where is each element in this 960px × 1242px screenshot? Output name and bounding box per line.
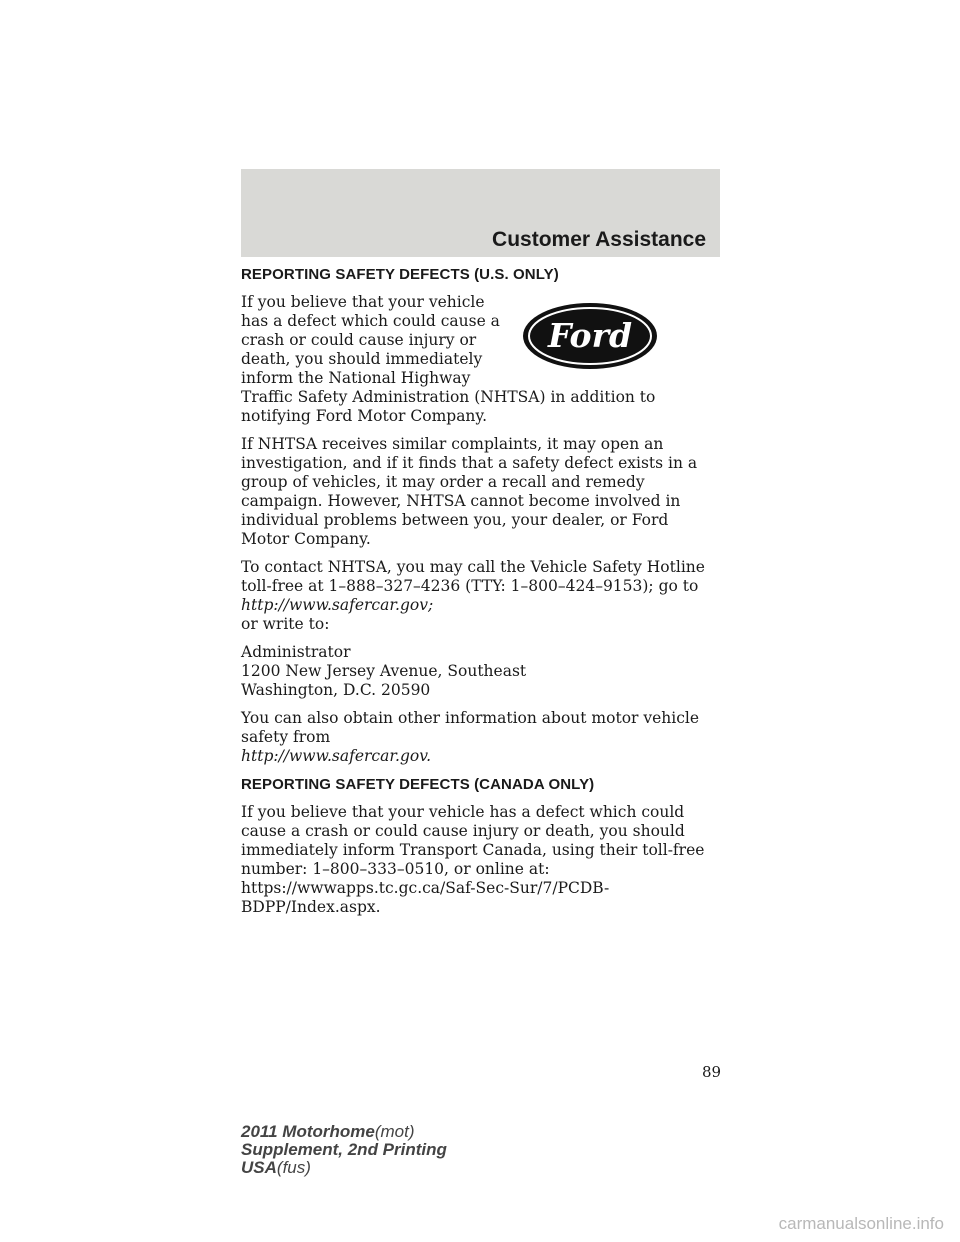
footer-model-code: (mot)	[374, 1122, 415, 1141]
ford-oval-logo-icon	[521, 301, 659, 371]
hotline-text: To contact NHTSA, you may call the Vehicle Safety Hotline toll-free at 1–888–327–4236 (TTY: 1–800–424–9153); go to	[241, 558, 705, 595]
us-paragraph-2: If NHTSA receives similar complaints, it may open an investigation, and if it finds that a safety defect exists in a group of vehicles, it may order a recall and remedy campaign. However, NHTSA cannot become involved in individual problems between you, your dealer, or Ford Motor Company.	[241, 435, 698, 548]
safercar-link-2[interactable]: http://www.safercar.gov.	[241, 747, 432, 765]
address-line-1: Administrator	[241, 643, 351, 661]
us-paragraph-4	[241, 709, 721, 766]
info-text: You can also obtain other information about motor vehicle safety from	[241, 709, 700, 746]
page-number: 89	[702, 1063, 722, 1081]
us-paragraph-1: If you believe that your vehicle has a defect which could cause a crash or could cause injury or death, you should immediately inform the National Highway Traffic Safety Administration (NHTSA) in addition to notifying Ford Motor Company.	[241, 293, 656, 425]
footer-market-code: (fus)	[276, 1158, 311, 1177]
canada-paragraph-1: If you believe that your vehicle has a defect which could cause a crash or could cause injury or death, you should immediately inform Transport Canada, using their toll-free number: 1–800–333–0510, or online at: https://wwwapps.tc.gc.ca/Saf-Sec-Sur/7/PCDB-BDPP/Index.aspx.	[241, 803, 705, 916]
ford-logo-wordmark: Ford	[547, 316, 633, 355]
us-paragraph-3	[241, 558, 721, 634]
watermark: carmanualsonline.info	[778, 1214, 944, 1233]
footer-printing: Supplement, 2nd Printing	[241, 1140, 447, 1159]
footer-model: 2011 Motorhome	[241, 1122, 375, 1141]
address-line-2: 1200 New Jersey Avenue, Southeast	[241, 662, 527, 680]
header-band	[241, 169, 720, 257]
footer	[241, 1123, 447, 1177]
heading-us: REPORTING SAFETY DEFECTS (U.S. ONLY)	[241, 266, 559, 283]
address-block	[241, 643, 721, 700]
write-to-text: or write to:	[241, 615, 330, 633]
footer-market: USA	[241, 1158, 277, 1177]
safercar-link[interactable]: http://www.safercar.gov;	[241, 596, 434, 614]
address-line-3: Washington, D.C. 20590	[241, 681, 431, 699]
heading-canada: REPORTING SAFETY DEFECTS (CANADA ONLY)	[241, 776, 595, 793]
page-content	[241, 265, 721, 926]
section-title: Customer Assistance	[492, 228, 706, 251]
